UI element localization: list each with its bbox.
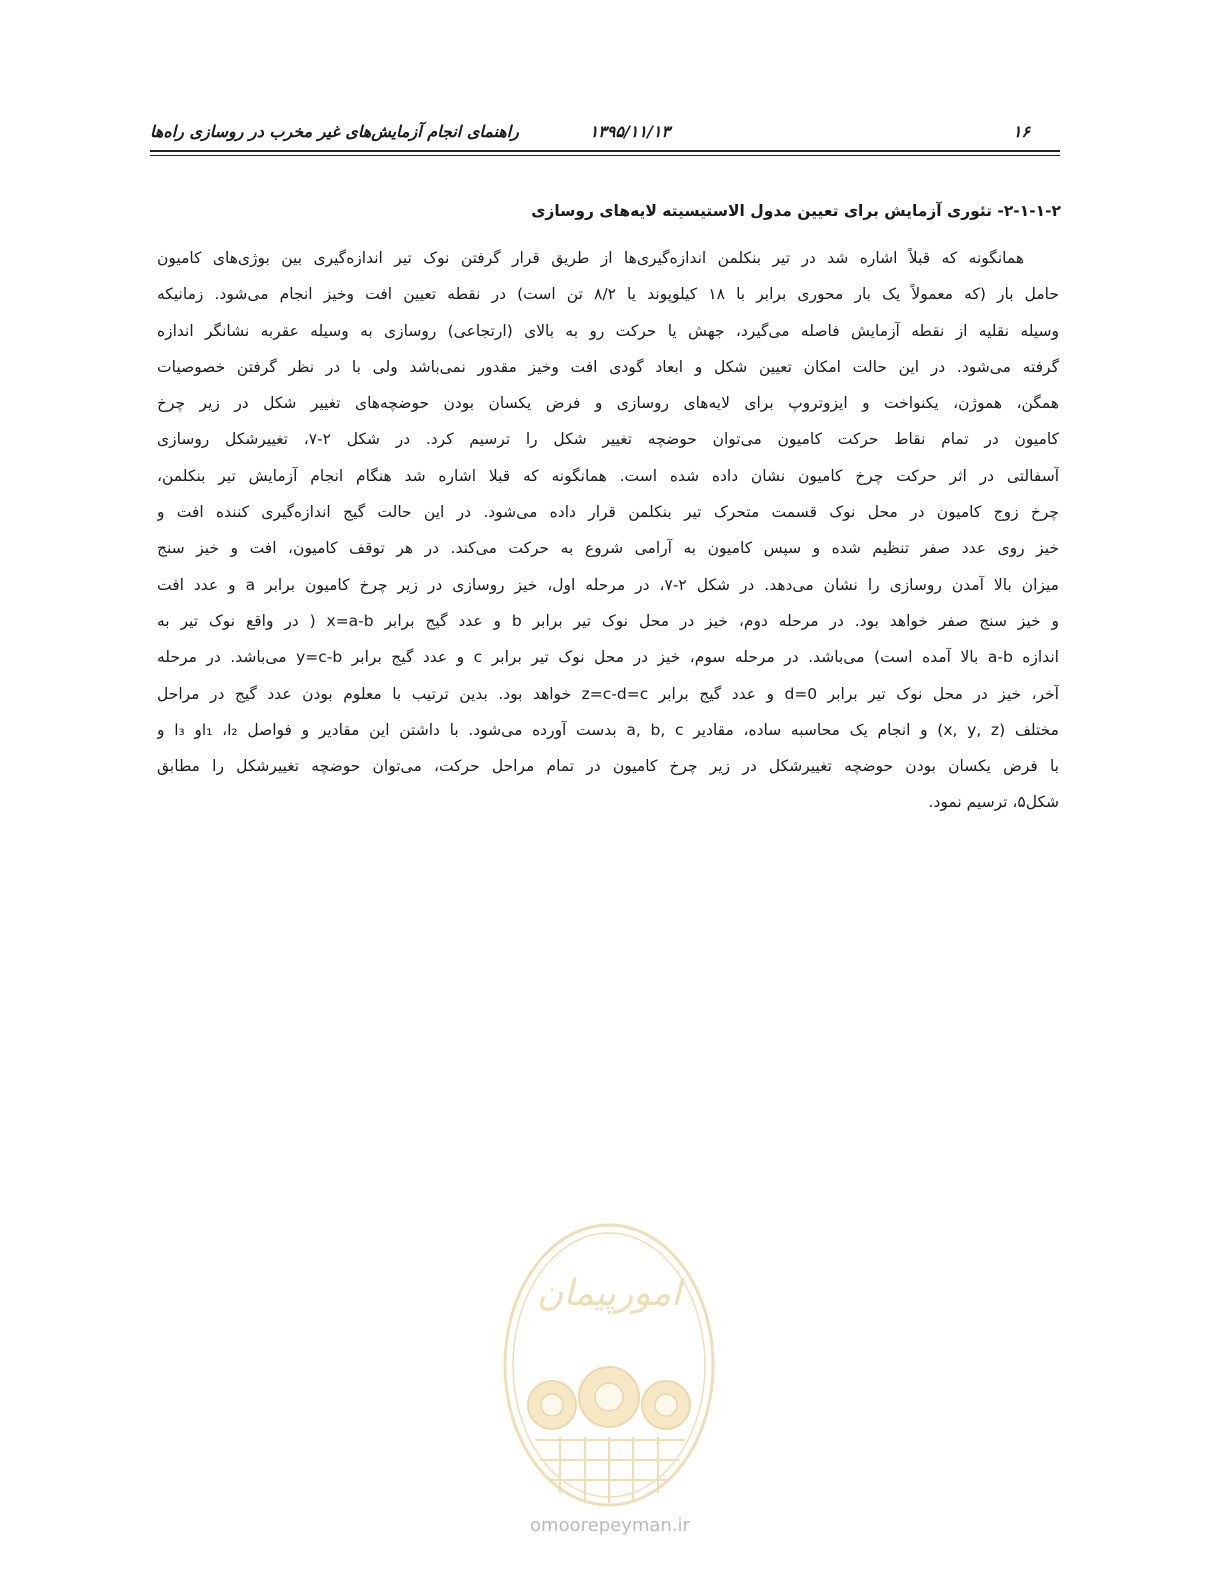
paragraph-line: آخر، خیز در محل نوک تیر برابر d=0 و عدد گیج برابر z=c-d=c خواهد بود. بدین ترتیب با معلوم بودن عدد گیج در مراحل bbox=[157, 684, 1059, 703]
paragraph-line: میزان بالا آمدن روسازی را نشان می‌دهد. در شکل ۲-۷، در مرحله اول، خیز روسازی در زیر چرخ کامیون برابر a و عدد افت bbox=[157, 575, 1059, 594]
paragraph-line: با فرض یکسان بودن حوضچه تغییرشکل در زیر چرخ کامیون در تمام مراحل حرکت، می‌توان حوضچه تغییرشکل را مطابق bbox=[157, 757, 1059, 776]
paragraph-line: حامل بار (که معمولاً یک بار محوری برابر با ۱۸ کیلوپوند یا ۸/۲ تن است) در نقطه تعیین افت وخیز انجام می‌شود. زمانیکه bbox=[157, 285, 1059, 304]
paragraph-line: شکل۵، ترسیم نمود. bbox=[928, 793, 1059, 812]
header-rule-thin bbox=[150, 155, 1060, 156]
paragraph-line: خیز روی عدد صفر تنظیم شده و سپس کامیون به آرامی شروع به حرکت می‌کند. در هر توقف کامیون، افت و خیز سنج bbox=[157, 539, 1059, 558]
watermark-logo-text: امورپیمان bbox=[536, 1273, 682, 1314]
paragraph-line: وسیله نقلیه از نقطه آزمایش فاصله می‌گیرد، جهش یا حرکت رو به بالای (ارتجاعی) روسازی به وسیله عقربه نشانگر اندازه bbox=[157, 321, 1059, 340]
paragraph-line: همگن، هموژن، یکنواخت و ایزوتروپ برای لایه‌های روسازی و فرض یکسان بودن حوضچه‌های تغییر شکل در زیر چرخ bbox=[157, 394, 1059, 413]
body-paragraph bbox=[157, 240, 1059, 821]
paragraph-line: همانگونه که قبلاً اشاره شد در تیر بنکلمن اندازه‌گیری‌ها از طریق قرار گرفتن نوک تیر اندازه‌گیری بین بوژی‌های کامیون bbox=[157, 249, 1024, 267]
section-title: ۲-۱-۱-۲- تئوری آزمایش برای تعیین مدول الاستیسیته لایه‌های روسازی bbox=[531, 202, 1061, 220]
header-title: راهنمای انجام آزمایش‌های غیر مخرب در روسازی راه‌ها bbox=[150, 122, 519, 141]
paragraph-line: کامیون در تمام نقاط حرکت کامیون می‌توان حوضچه تغییر شکل را ترسیم کرد. در شکل ۲-۷، تغییرشکل روسازی bbox=[157, 430, 1059, 449]
header-date: ۱۳۹۵/۱۱/۱۳ bbox=[589, 122, 670, 141]
paragraph-line: مختلف (x, y, z) و انجام یک محاسبه ساده، مقادیر a, b, c بدست آورده می‌شود. با داشتن این مقادیر و فواصل l₁ ،l₂و l₃ و bbox=[157, 720, 1059, 739]
paragraph-line: اندازه a-b بالا آمده است) می‌باشد. در مرحله سوم، خیز در محل نوک تیر برابر c و عدد گیج برابر y=c-b می‌باشد. در مرحله bbox=[157, 648, 1059, 667]
watermark-logo bbox=[500, 1215, 718, 1515]
page-number: ۱۶ bbox=[1012, 122, 1030, 141]
header-rule-thick bbox=[150, 150, 1060, 152]
running-header bbox=[150, 118, 1060, 148]
paragraph-line: و خیز سنج صفر خواهد بود. در مرحله دوم، خیز در محل نوک تیر برابر b و عدد گیج برابر x=a-b ( در واقع نوک تیر به bbox=[157, 611, 1059, 630]
watermark-url: omoorepeyman.ir bbox=[530, 1515, 690, 1536]
paragraph-line: آسفالتی در اثر حرکت چرخ کامیون نشان داده شده است. همانگونه که قبلا اشاره شد هنگام انجام آزمایش تیر بنکلمن، bbox=[157, 466, 1059, 485]
paragraph-line: چرخ زوج کامیون در محل نوک قسمت متحرک تیر بنکلمن قرار داده می‌شود. در این حالت گیج اندازه‌گیری کننده افت و bbox=[157, 503, 1059, 522]
paragraph-line: گرفته می‌شود. در این حالت امکان تعیین شکل و ابعاد گودی افت وخیز مقدور نمی‌باشد ولی با در نظر گرفتن خصوصیات bbox=[157, 357, 1059, 376]
